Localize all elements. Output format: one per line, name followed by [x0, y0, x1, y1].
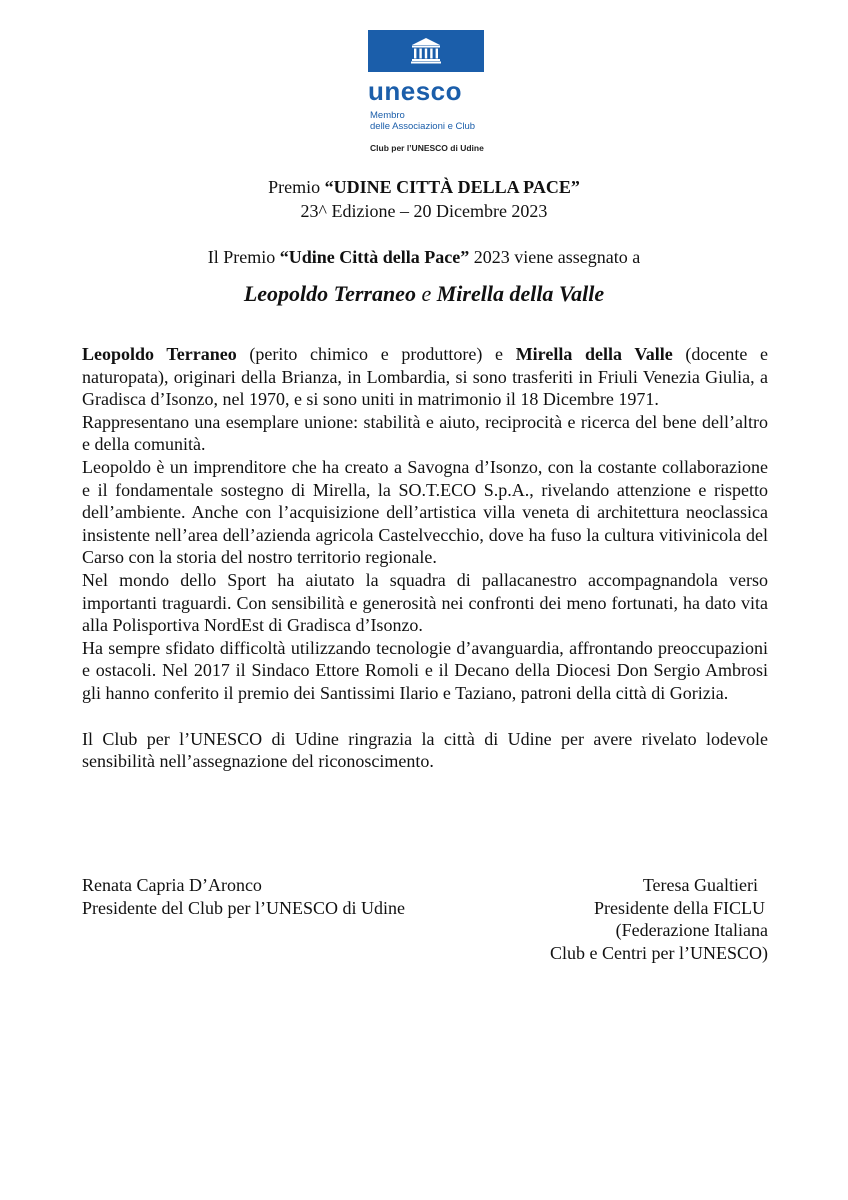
paragraph-1 — [82, 343, 768, 411]
winner-joiner: e — [415, 281, 437, 306]
prize-prefix: Premio — [268, 177, 325, 197]
paragraph-3: Leopoldo è un imprenditore che ha creato a Savogna d’Isonzo, con la costante collaborazione e il fondamentale sostegno di Mirella, la SO.T.ECO S.p.A., rivelando attenzione e rispetto dell’ambiente. Anche con l’acquisizione dell’artistica villa veneta di architettura neoclassica insistente nell’area dell’azienda agricola Castelvecchio, dove ha fuso la cultura vitivinicola del Carso con la storia del nostro territorio regionale. — [82, 456, 768, 568]
signature-right-org-line1: (Federazione Italiana — [615, 920, 768, 941]
logo-subtitle-line2: delle Associazioni e Club — [370, 121, 476, 132]
assigned-prize-name: “Udine Città della Pace” — [279, 247, 470, 267]
assigned-suffix: 2023 viene assegnato a — [469, 247, 641, 267]
signature-left — [82, 874, 405, 919]
paragraph-spacer — [82, 705, 768, 728]
paragraph-2: Rappresentano una esemplare unione: stabilità e aiuto, reciprocità e ricerca del bene dell’altro e della comunità. — [82, 411, 768, 455]
winners-line — [0, 281, 848, 307]
signature-left-role: Presidente del Club per l’UNESCO di Udine — [82, 897, 405, 918]
paragraph-5: Ha sempre sfidato difficoltà utilizzando tecnologie d’avanguardia, affrontando preoccupazioni e ostacoli. Nel 2017 il Sindaco Ettore Romoli e il Decano della Diocesi Don Sergio Ambrosi gli hanno conferito il premio dei Santissimi Ilario e Taziano, patroni della città di Gorizia. — [82, 637, 768, 703]
winner-2: Mirella della Valle — [436, 281, 605, 306]
paragraph-6: Il Club per l’UNESCO di Udine ringrazia la città di Udine per avere rivelato lodevole sensibilità nell’assegnazione del riconoscimento. — [82, 728, 768, 772]
signature-right-role: Presidente della FICLU — [594, 897, 765, 918]
signature-left-name: Renata Capria D’Aronco — [82, 875, 262, 895]
assigned-prefix: Il Premio — [207, 247, 280, 267]
signature-right-name: Teresa Gualtieri — [642, 875, 758, 895]
p1-name-2: Mirella della Valle — [515, 344, 673, 364]
assigned-line — [0, 246, 848, 268]
p1-text-2: (docente e naturopata), originari della Brianza, in Lombardia, si sono trasferiti in Friuli Venezia Giulia, a Gradisca d’Isonzo, nel 1970, e si sono uniti in matrimonio il 18 Dicembre 1971. — [82, 344, 769, 410]
prize-name: “UDINE CITTÀ DELLA PACE” — [324, 177, 580, 197]
logo-subtitle — [370, 110, 475, 132]
signature-right — [550, 874, 768, 964]
p1-text-1: (perito chimico e produttore) e — [236, 344, 516, 364]
prize-title — [0, 176, 848, 198]
signature-right-org-line2: Club e Centri per l’UNESCO) — [550, 942, 768, 963]
unesco-logo-box — [368, 30, 484, 72]
logo-club-name: Club per l’UNESCO di Udine — [370, 143, 484, 153]
unesco-logo — [368, 30, 518, 153]
body-text — [82, 343, 768, 773]
unesco-temple-icon — [411, 36, 441, 64]
unesco-wordmark: unesco — [368, 76, 463, 106]
paragraph-4: Nel mondo dello Sport ha aiutato la squadra di pallacanestro accompagnandola verso importanti traguardi. Con sensibilità e generosità nei confronti dei meno fortunati, ha dato vita alla Polisportiva NordEst di Gradisca d’Isonzo. — [82, 569, 768, 636]
logo-subtitle-line1: Membro — [370, 110, 405, 121]
p1-name-1: Leopoldo Terraneo — [82, 344, 237, 364]
winner-1: Leopoldo Terraneo — [243, 281, 416, 306]
edition-line: 23^ Edizione – 20 Dicembre 2023 — [300, 201, 548, 221]
